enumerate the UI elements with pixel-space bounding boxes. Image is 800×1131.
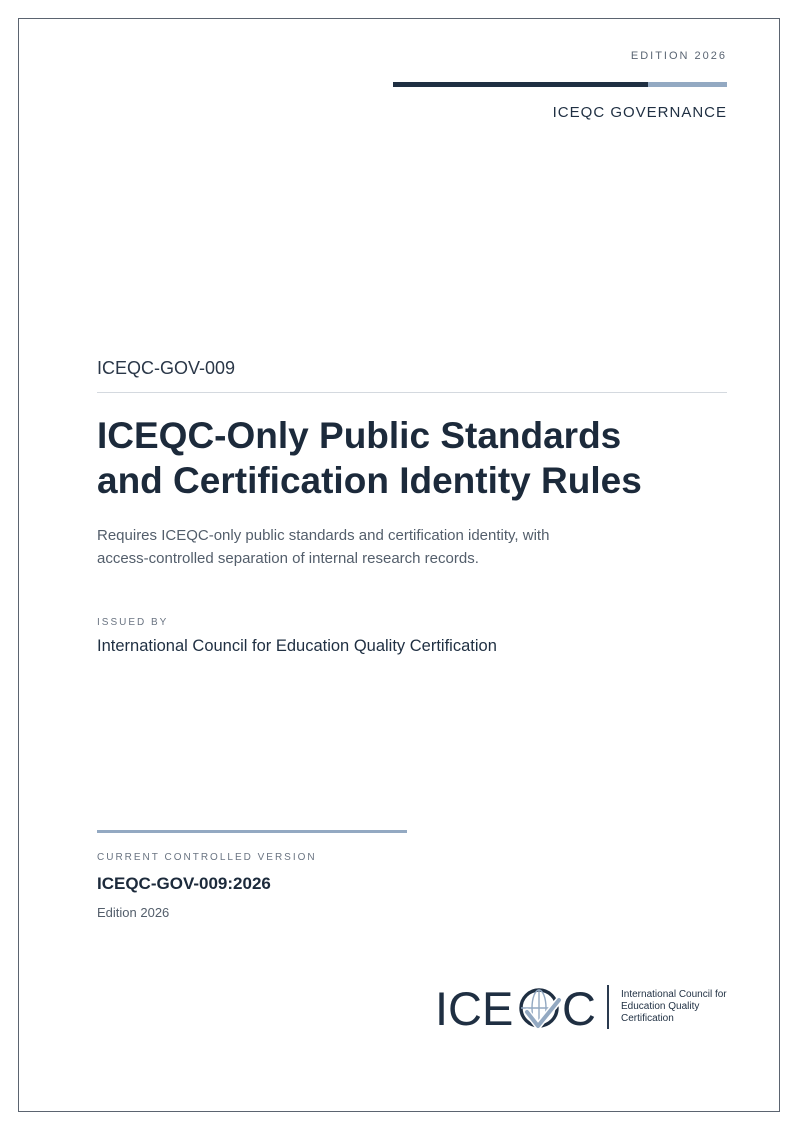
- logo-divider: [607, 985, 609, 1029]
- logo-wordmark-part: ICE: [435, 982, 514, 1034]
- logo-wordmark: [435, 982, 600, 1034]
- document-summary: [97, 524, 657, 570]
- document-id: ICEQC-GOV-009: [97, 358, 236, 378]
- logo-text-line: International Council for: [621, 989, 727, 1000]
- document-title-line: and Certification Identity Rules: [97, 460, 642, 501]
- version-accent-line: [97, 830, 407, 833]
- version-code: ICEQC-GOV-009:2026: [97, 874, 271, 893]
- version-label: CURRENT CONTROLLED VERSION: [97, 852, 317, 863]
- issued-by-label: ISSUED BY: [97, 617, 169, 628]
- logo-wordmark-part: C: [562, 982, 596, 1034]
- logo-text-line: Certification: [621, 1013, 674, 1024]
- version-edition: Edition 2026: [97, 905, 170, 920]
- logo-text: [621, 989, 727, 1025]
- issuer-name: International Council for Education Quality Certification: [97, 637, 497, 655]
- globe-checkmark-icon: [521, 990, 559, 1026]
- summary-line: access-controlled separation of internal research records.: [97, 550, 479, 567]
- document-title: [97, 413, 727, 503]
- document-title-line: ICEQC-Only Public Standards: [97, 415, 622, 456]
- logo-text-line: Education Quality: [621, 1001, 700, 1012]
- org-label: ICEQC GOVERNANCE: [552, 104, 727, 121]
- summary-line: Requires ICEQC-only public standards and certification identity, with: [97, 527, 550, 544]
- header-accent-bar: [393, 82, 727, 87]
- edition-label: EDITION 2026: [630, 50, 727, 62]
- title-divider: [97, 392, 727, 393]
- iceqc-logo: [435, 982, 735, 1034]
